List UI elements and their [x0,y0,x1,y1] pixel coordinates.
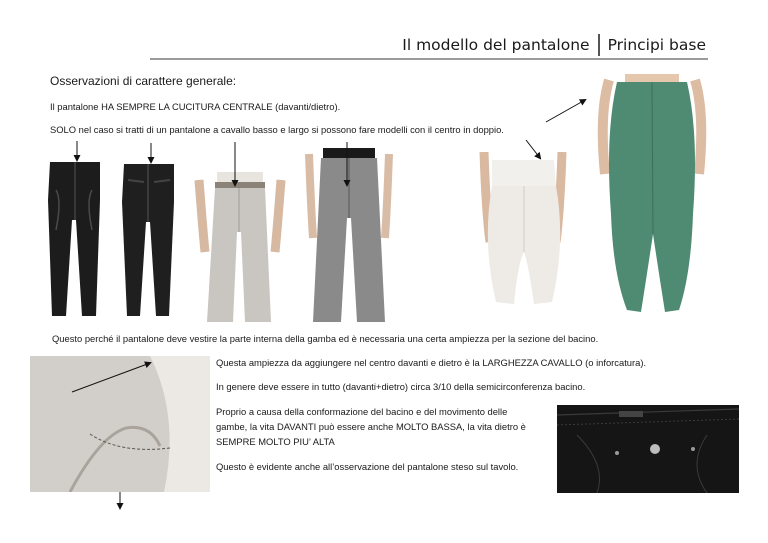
note-paragraph-3-line-2: gambe, la vita DAVANTI può essere anche MOLTO BASSA, la vita dietro è [216,421,526,432]
note-paragraph-3-line-3: SEMPRE MOLTO PIU’ ALTA [216,436,335,447]
arrow-photo-5 [526,140,540,158]
note-paragraph-2: In genere deve essere in tutto (davanti+dietro) circa 3/10 della semicirconferenza bacino. [216,381,586,392]
page-subtitle: Principi base [607,36,706,54]
note-paragraph-4: Questo è evidente anche all’osservazione del pantalone steso sul tavolo. [216,461,519,472]
intro-line-2: SOLO nel caso si tratti di un pantalone a cavallo basso e largo si possono fare modelli con il centro in doppio. [50,124,504,135]
page-title: Il modello del pantalone [402,36,590,54]
note-paragraph-3-line-1: Proprio a causa della conformazione del bacino e del movimento delle [216,406,508,417]
intro-heading: Osservazioni di carattere generale: [50,74,237,88]
arrow-photo-6 [546,100,585,122]
arrow-crotch-width [72,363,150,392]
note-paragraph-1: Questa ampiezza da aggiungere nel centro davanti e dietro è la LARGHEZZA CAVALLO (o inforcatura). [216,357,647,368]
reason-text: Questo perché il pantalone deve vestire la parte interna della gamba ed è necessaria una certa ampiezza per la sezione del bacino. [52,333,599,344]
intro-line-1: Il pantalone HA SEMPRE LA CUCITURA CENTRALE (davanti/dietro). [50,101,341,112]
